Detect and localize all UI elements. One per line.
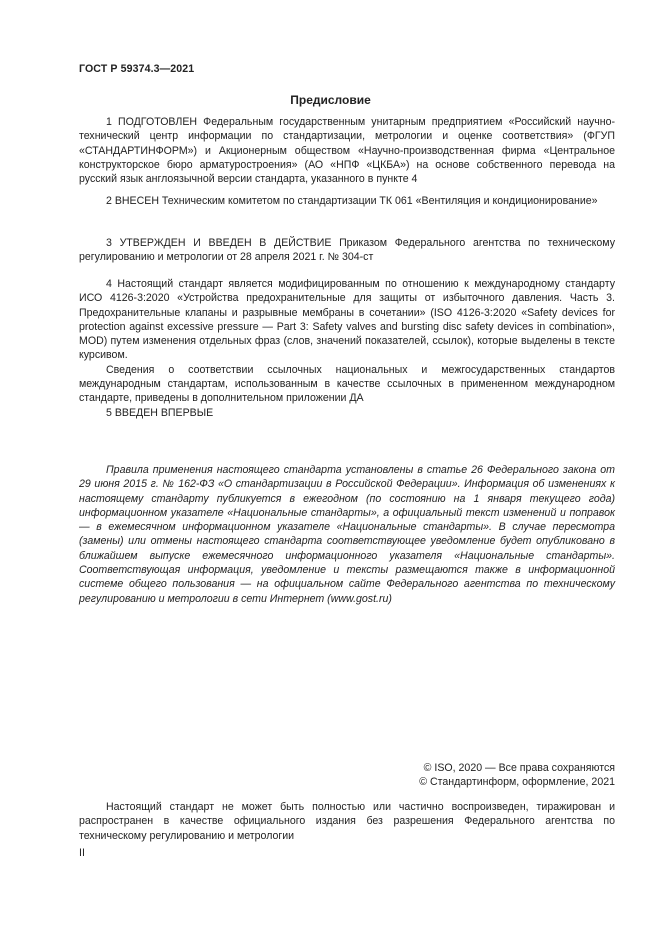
foreword-item-1 <box>79 115 615 186</box>
page-number: II <box>79 847 85 859</box>
foreword-item-5-text: 5 ВВЕДЕН ВПЕРВЫЕ <box>106 407 214 419</box>
foreword-item-1-text: 1 ПОДГОТОВЛЕН Федеральным государственным унитарным предприятием «Российский научно-технический центр информации по стандартизации, метрологии и оценке соответствия» (ФГУП «СТАНДАРТИНФОРМ») и Акционерным обществом «Научно-производственная фирма «Центральное конструкторское бюро арматуростроения» (АО «НПФ «ЦКБА») на основе собственного перевода на русский язык англоязычной версии стандарта, указанного в пункте 4 <box>79 116 615 186</box>
reproduction-notice <box>79 800 615 843</box>
foreword-item-3-text: 3 УТВЕРЖДЕН И ВВЕДЕН В ДЕЙСТВИЕ Приказом Федерального агентства по техническому регулированию и метрологии от 28 апреля 2021 г. № 304-ст <box>79 237 615 264</box>
foreword-item-5 <box>79 406 615 420</box>
application-rules-text: Правила применения настоящего стандарта установлены в статье 26 Федерального закона от 29 июня 2015 г. № 162-ФЗ «О стандартизации в Российской Федерации». Информация об изменениях к настоящему стандарту публикуется в ежегодном (по состоянию на 1 января текущего года) информационном указателе «Национальные стандарты», а официальный текст изменений и поправок — в ежемесячном информационном указателе «Национальные стандарты». В случае пересмотра (замены) или отмены настоящего стандарта соответствующее уведомление будет опубликовано в ближайшем выпуске ежемесячного информационного указателя «Национальные стандарты». Соответствующая информация, уведомление и тексты размещаются также в информационной системе общего пользования — на официальном сайте Федерального агентства по техническому регулированию и метрологии в сети Интернет (www.gost.ru) <box>79 464 615 605</box>
copyright-block <box>419 761 615 790</box>
page-title: Предисловие <box>290 93 371 107</box>
copyright-iso: © ISO, 2020 — Все права сохраняются <box>423 762 615 774</box>
foreword-item-4 <box>79 277 615 406</box>
foreword-item-2-text: 2 ВНЕСЕН Техническим комитетом по стандартизации ТК 061 «Вентиляция и кондиционирование» <box>106 195 598 207</box>
copyright-standartinform: © Стандартинформ, оформление, 2021 <box>419 776 615 789</box>
document-id-header: ГОСТ Р 59374.3—2021 <box>79 63 195 75</box>
foreword-item-2 <box>79 194 615 208</box>
reproduction-notice-text: Настоящий стандарт не может быть полностью или частично воспроизведен, тиражирован и распространен в качестве официального издания без разрешения Федерального агентства по техническому регулированию и метрологии <box>79 801 615 842</box>
application-rules-note <box>79 463 615 606</box>
foreword-item-4-references: Сведения о соответствии ссылочных национальных и межгосударственных стандартов международным стандартам, использованным в качестве ссылочных в примененном международном стандарте, приведены в дополнительном приложении ДА <box>79 363 615 405</box>
foreword-item-4-text: 4 Настоящий стандарт является модифицированным по отношению к международному стандарту ИСО 4126-3:2020 «Устройства предохранительные для защиты от избыточного давления. Часть 3. Предохранительные клапаны и разрывные мембраны в сочетании» (ISO 4126-3:2020 «Safety devices for protection against excessive pressure — Part 3: Safety valves and bursting disc safety devices in combination», MOD) путем изменения отдельных фраз (слов, значений показателей, ссылок), которые выделены в тексте курсивом. <box>79 278 615 362</box>
foreword-item-3 <box>79 236 615 265</box>
